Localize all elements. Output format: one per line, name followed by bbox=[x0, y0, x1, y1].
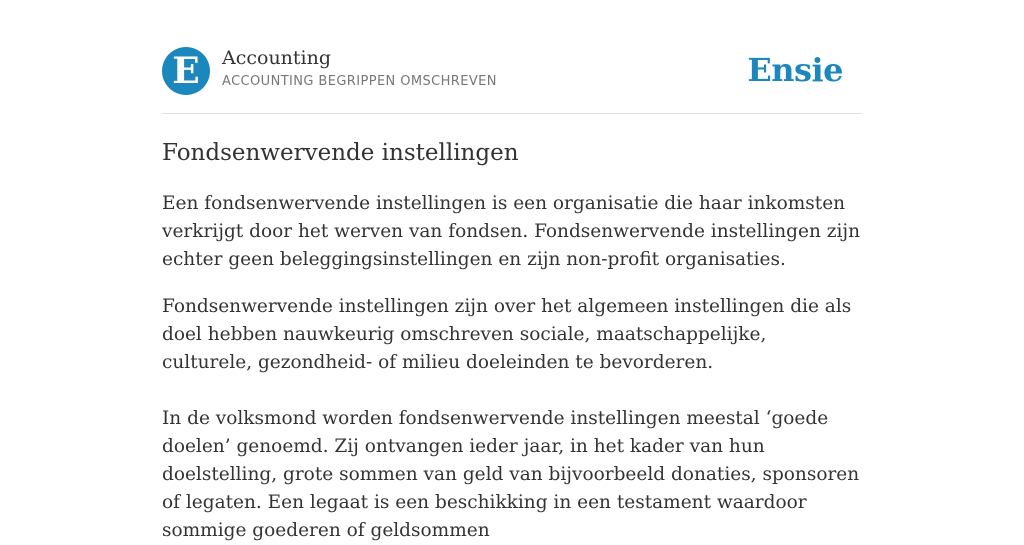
site-title[interactable]: Accounting bbox=[222, 47, 332, 69]
brand-logo[interactable]: Ensie bbox=[747, 51, 843, 89]
article-paragraph: In de volksmond worden fondsenwervende instellingen meestal ‘goede doelen’ genoemd. Zij ontvangen ieder jaar, in het kader van hun doelstelling, grote sommen van geld van bijvoorbeeld donaties, sponsoren of legaten. Een legaat is een beschikking in een testament waardoor sommige goederen of geldsommen bbox=[162, 408, 860, 541]
article-title: Fondsenwervende instellingen bbox=[162, 140, 519, 166]
article-paragraph: Fondsenwervende instellingen zijn over het algemeen instellingen die als doel hebben nauwkeurig omschreven sociale, maatschappelijke, culturele, gezondheid- of milieu doeleinden te bevorderen. bbox=[162, 296, 852, 373]
site-header bbox=[162, 0, 862, 114]
page bbox=[162, 0, 862, 541]
article-paragraph: Een fondsenwervende instellingen is een organisatie die haar inkomsten verkrijgt door het werven van fondsen. Fondsenwervende instellingen zijn echter geen beleggingsinstellingen en zijn non-profit organisaties. bbox=[162, 193, 861, 270]
site-logo[interactable]: E bbox=[162, 47, 210, 95]
site-subtitle: ACCOUNTING BEGRIPPEN OMSCHREVEN bbox=[222, 74, 497, 89]
